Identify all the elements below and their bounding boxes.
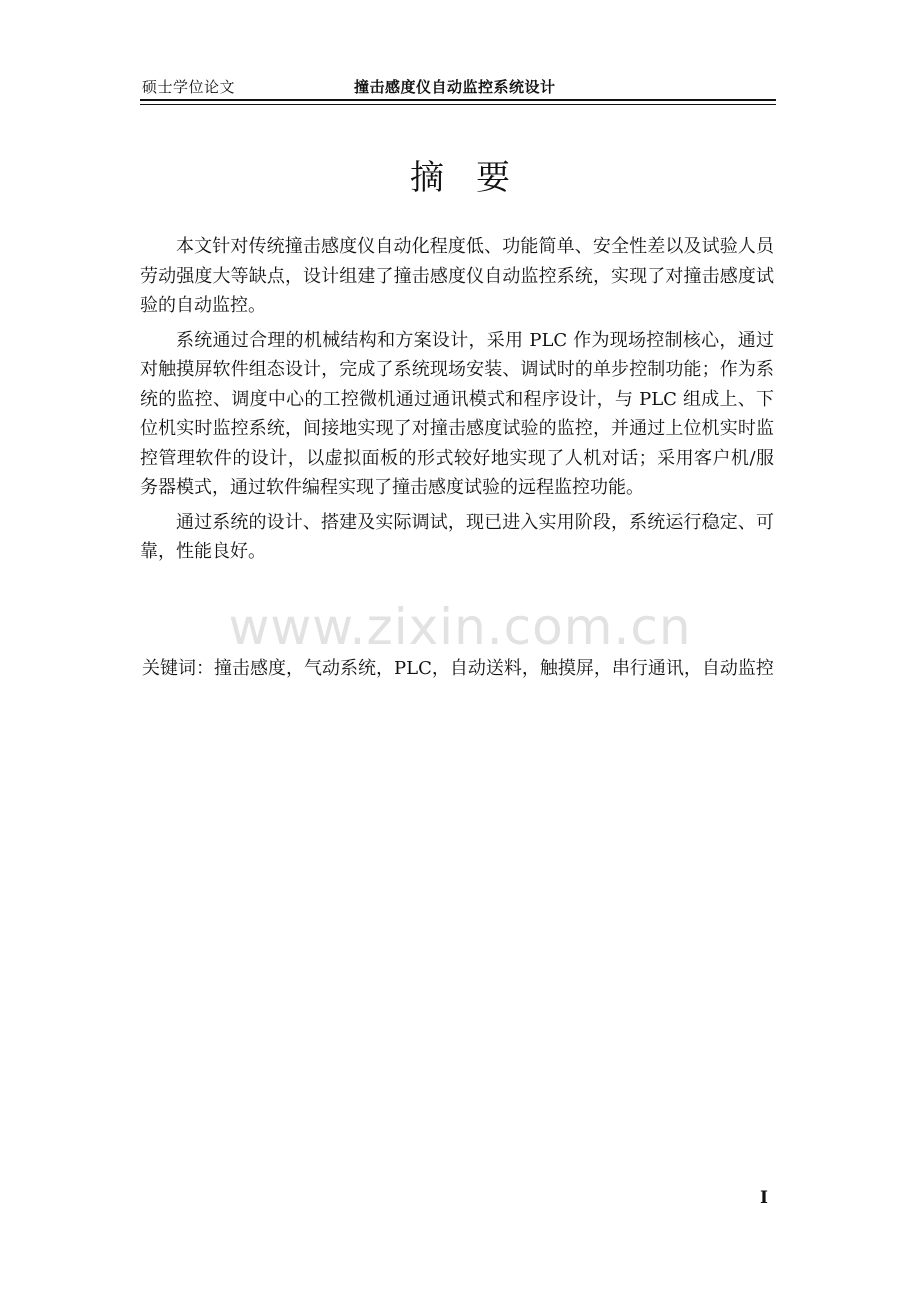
watermark: www.zixin.com.cn [228, 598, 692, 656]
header-thesis-title: 撞击感度仪自动监控系统设计 [354, 78, 556, 96]
running-header [140, 74, 776, 98]
abstract-paragraph-3: 通过系统的设计、搭建及实际调试，现已进入实用阶段，系统运行稳定、可靠，性能良好。 [140, 511, 774, 562]
page-number: I [760, 1188, 768, 1208]
header-rule-thin [140, 104, 776, 105]
keywords-label: 关键词： [142, 658, 214, 679]
header-thesis-type: 硕士学位论文 [142, 78, 236, 96]
header-rule-thick [140, 99, 776, 101]
abstract-title: 摘要 [410, 158, 542, 198]
abstract-paragraph-1: 本文针对传统撞击感度仪自动化程度低、功能简单、安全性差以及试验人员劳动强度大等缺点，设计组建了撞击感度仪自动监控系统，实现了对撞击感度试验的自动监控。 [140, 236, 774, 316]
keywords-text: 撞击感度，气动系统，PLC，自动送料，触摸屏，串行通讯，自动监控 [214, 658, 774, 679]
keywords-line [142, 655, 782, 683]
abstract-body [140, 232, 774, 572]
abstract-paragraph-2: 系统通过合理的机械结构和方案设计，采用 PLC 作为现场控制核心，通过对触摸屏软件组态设计，完成了系统现场安装、调试时的单步控制功能；作为系统的监控、调度中心的工控微机通过通讯模式和程序设计，与 PLC 组成上、下位机实时监控系统，间接地实现了对撞击感度试验的监控，并通过上位机实时监控管理软件的设计，以虚拟面板的形式较好地实现了人机对话；采用客户机/服务器模式，通过软件编程实现了撞击感度试验的远程监控功能。 [140, 329, 774, 498]
